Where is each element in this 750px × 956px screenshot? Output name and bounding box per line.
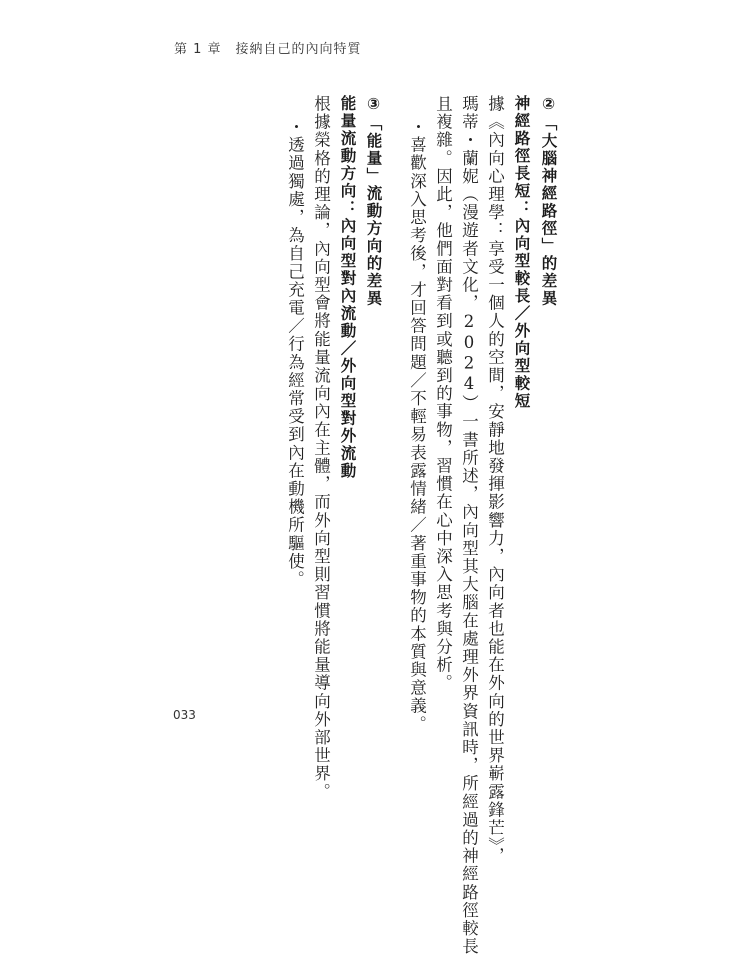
section-3-subheading: 能量流動方向：內向型對內流動／外向型對外流動 [338,95,357,480]
section-3-paragraph: 根據榮格的理論，內向型會將能量流向內在主體，而外向型則習慣將能量導向外部世界。 [311,95,331,801]
section-3-bullet: ・透過獨處，為自己充電／行為經常受到內在動機所驅使。 [285,118,305,589]
section-2-paragraph-line: 瑪蒂・蘭妮（漫遊者文化，2024）一書所述，內向型其大腦在處理外界資訊時，所經過的神經路徑較長 [459,95,479,956]
section-2-subheading: 神經路徑長短：內向型較長／外向型較短 [512,95,531,410]
page-number: 033 [173,708,196,722]
section-3-heading: ③「能量」流動方向的差異 [364,95,383,308]
section-2-paragraph-line: 據《內向心理學：享受一個人的空間，安靜地發揮影響力，內向者也能在外向的世界嶄露鋒芒》， [485,95,505,866]
section-2-paragraph-line: 且複雜。因此，他們面對看到或聽到的事物，習慣在心中深入思考與分析。 [433,95,453,693]
section-2-bullet: ・喜歡深入思考後，才回答問題／不輕易表露情緒／著重事物的本質與意義。 [407,118,427,734]
running-header: 第 1 章 接納自己的內向特質 [174,42,362,57]
section-2-heading: ②「大腦神經路徑」的差異 [539,95,558,308]
